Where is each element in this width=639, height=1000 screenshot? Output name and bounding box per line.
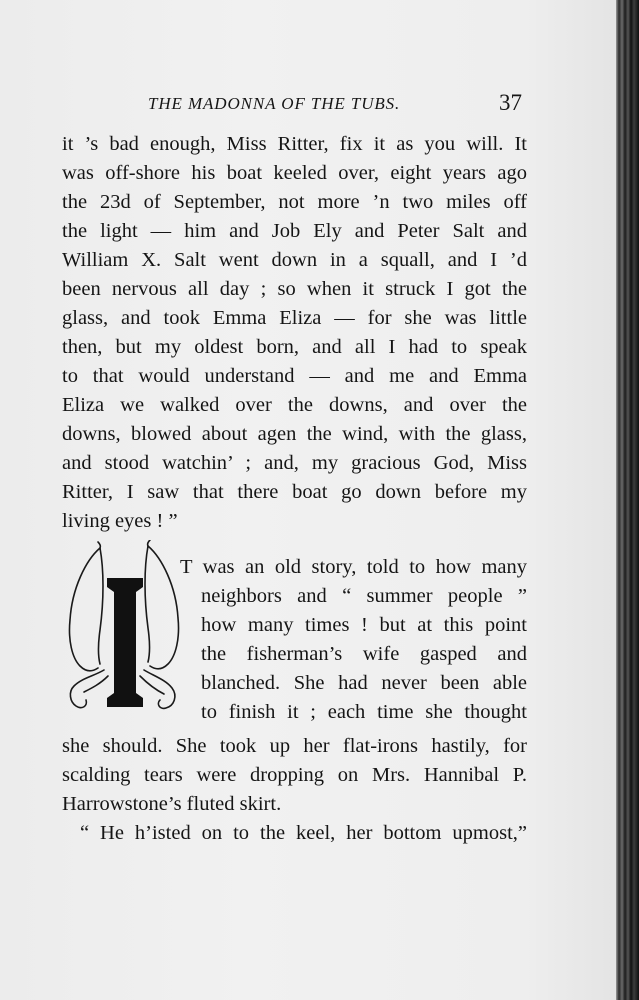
text-line: to finish it ; each time she thought: [201, 701, 527, 723]
text-line: William X. Salt went down in a squall, and I ’d: [62, 249, 527, 271]
text-line: the light — him and Job Ely and Peter Salt and: [62, 220, 527, 242]
text-line: the 23d of September, not more ’n two miles off: [62, 191, 527, 213]
text-line: Harrowstone’s fluted skirt.: [62, 793, 282, 815]
text-line: “ He h’isted on to the keel, her bottom upmost,”: [80, 822, 527, 844]
running-title: THE MADONNA OF THE TUBS.: [148, 94, 401, 113]
text-line: then, but my oldest born, and all I had to speak: [62, 336, 527, 358]
page-number: 37: [499, 90, 522, 115]
text-line: scalding tears were dropping on Mrs. Hannibal P.: [62, 764, 527, 786]
page-edge-shadow: [616, 0, 639, 1000]
text-line: was off-shore his boat keeled over, eight years ago: [62, 162, 527, 184]
text-line: Ritter, I saw that there boat go down before my: [62, 481, 527, 503]
text-line: glass, and took Emma Eliza — for she was little: [62, 307, 527, 329]
text-line: it ’s bad enough, Miss Ritter, fix it as you will. It: [62, 133, 527, 155]
text-line: been nervous all day ; so when it struck I got the: [62, 278, 527, 300]
text-line: blanched. She had never been able: [201, 672, 527, 694]
text-line: and stood watchin’ ; and, my gracious God, Miss: [62, 452, 527, 474]
text-line: Eliza we walked over the downs, and over the: [62, 394, 527, 416]
text-line: the fisherman’s wife gasped and: [201, 643, 527, 665]
text-line: living eyes ! ”: [62, 510, 178, 532]
text-line: downs, blowed about agen the wind, with the glass,: [62, 423, 527, 445]
text-line: T was an old story, told to how many: [180, 556, 527, 578]
text-line: to that would understand — and me and Emma: [62, 365, 527, 387]
text-line: neighbors and “ summer people ”: [201, 585, 527, 607]
text-line: how many times ! but at this point: [201, 614, 527, 636]
text-line: she should. She took up her flat-irons hastily, for: [62, 735, 527, 757]
drop-cap-letter-i: [64, 540, 182, 725]
